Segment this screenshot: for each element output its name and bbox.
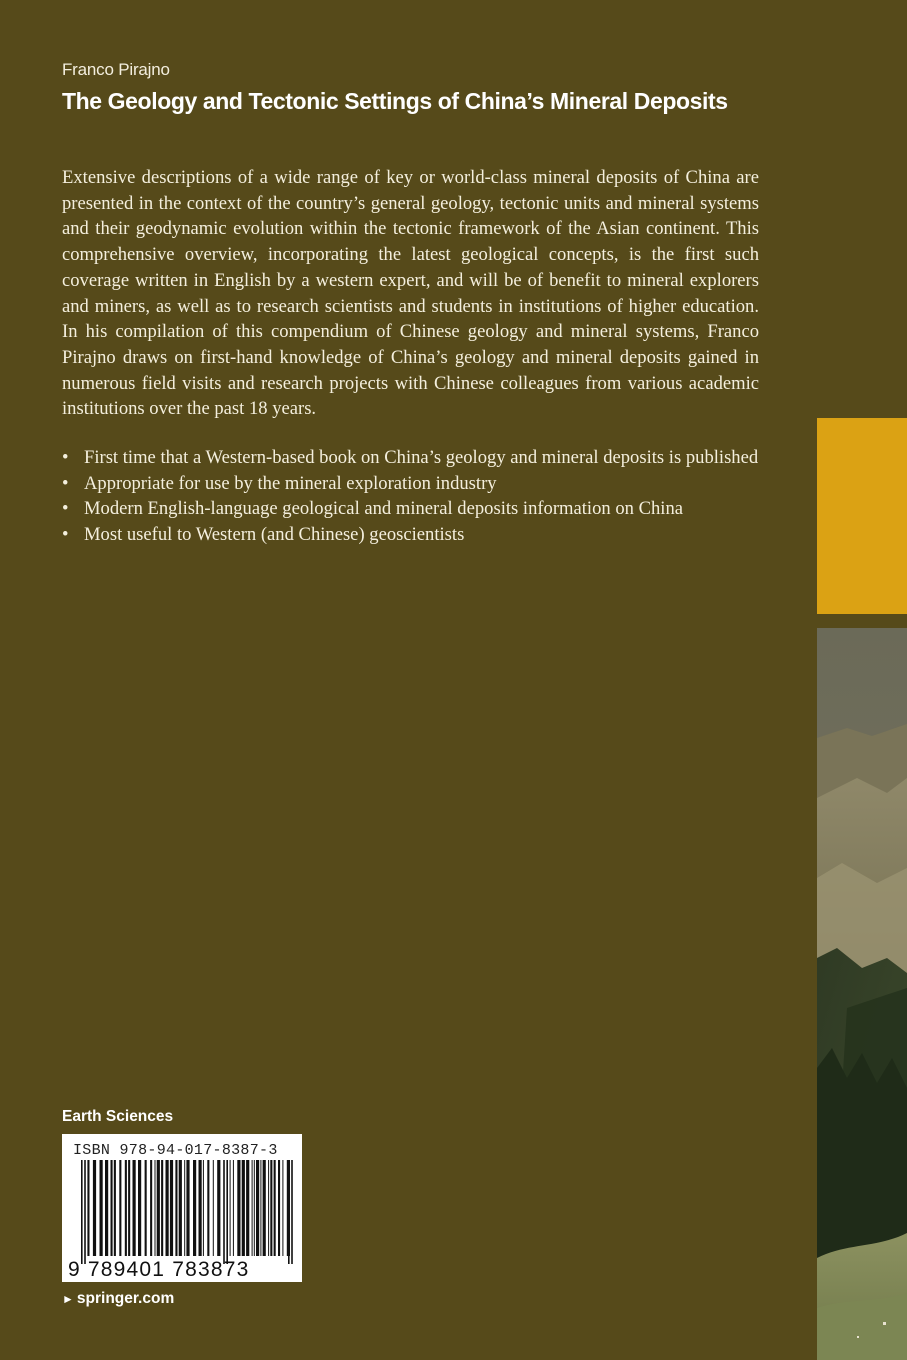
isbn-barcode bbox=[62, 1134, 302, 1282]
feature-item: • First time that a Western-based book on China’s geology and mineral deposits is published bbox=[62, 445, 762, 471]
author-name: Franco Pirajno bbox=[62, 60, 170, 79]
spine-accent-band bbox=[817, 418, 907, 614]
book-description: Extensive descriptions of a wide range of key or world-class mineral deposits of China are presented in the context of the country’s general geology, tectonic units and mineral systems and their geodynamic evolution within the tectonic framework of the Asian continent. This comprehensive overview, incorporating the latest geological concepts, is the first such coverage written in English by a western expert, and will be of benefit to mineral explorers and miners, as well as to research scientists and students in institutions of higher education. In his compilation of this compendium of Chinese geology and mineral systems, Franco Pirajno draws on first-hand knowledge of China’s geology and mineral deposits gained in numerous field visits and research projects with Chinese colleagues from various academic institutions over the past 18 years. bbox=[62, 167, 759, 420]
feature-item: • Most useful to Western (and Chinese) geoscientists bbox=[62, 522, 762, 548]
bullet-icon: • bbox=[62, 498, 69, 520]
mountain-landscape-icon bbox=[817, 628, 907, 1360]
subject-category: Earth Sciences bbox=[62, 1108, 174, 1125]
landscape-photo bbox=[817, 628, 907, 1360]
feature-list bbox=[62, 445, 762, 548]
publisher-url: springer.com bbox=[76, 1290, 175, 1307]
arrow-icon: ► bbox=[62, 1292, 74, 1306]
bullet-icon: • bbox=[62, 472, 69, 494]
bullet-icon: • bbox=[62, 447, 69, 468]
publisher-link[interactable] bbox=[62, 1290, 174, 1308]
book-title: The Geology and Tectonic Settings of China’s Mineral Deposits bbox=[62, 88, 728, 114]
ean-digits: 9 789401 783873 bbox=[68, 1258, 250, 1281]
feature-item: • Modern English-language geological and mineral deposits information on China bbox=[62, 496, 762, 522]
bullet-icon: • bbox=[62, 524, 69, 546]
isbn-label: ISBN 978-94-017-8387-3 bbox=[73, 1142, 278, 1159]
feature-item: • Appropriate for use by the mineral exploration industry bbox=[62, 471, 762, 497]
